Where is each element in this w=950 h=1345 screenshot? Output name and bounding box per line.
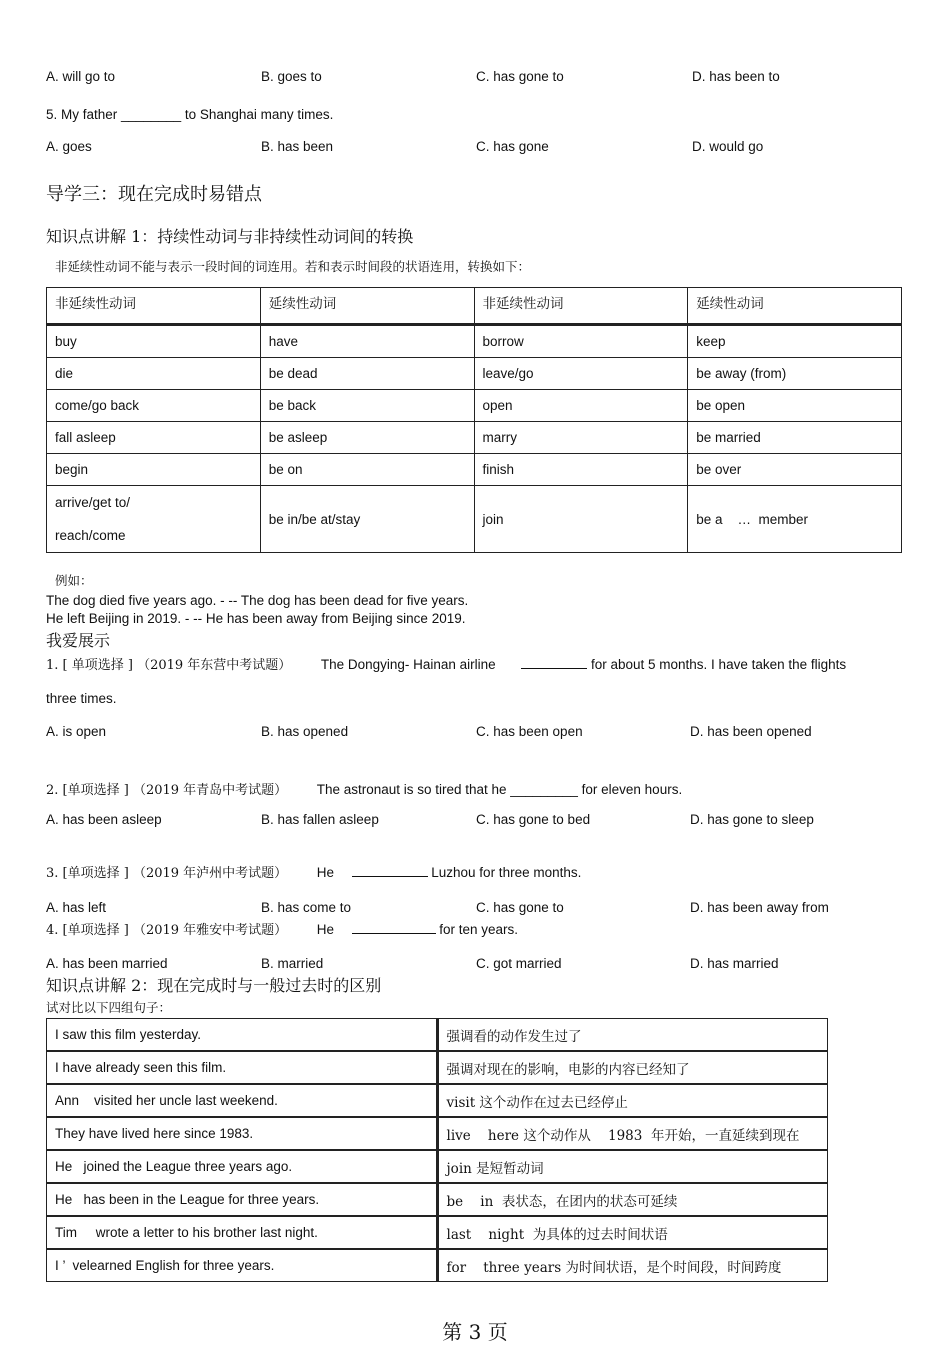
table-cell: die <box>47 358 261 390</box>
table-cell-explanation: join 是短暂动词 <box>437 1150 828 1183</box>
ex2-question <box>46 779 682 798</box>
ex2-option-d: D. has gone to sleep <box>690 812 814 827</box>
table-cell-explanation: 强调看的动作发生过了 <box>437 1019 828 1052</box>
table-row <box>47 1249 828 1282</box>
table-header-cell: 非延续性动词 <box>47 288 261 325</box>
ex2-option-c: C. has gone to bed <box>476 812 591 827</box>
table-cell-explanation: visit 这个动作在过去已经停止 <box>437 1084 828 1117</box>
table-row <box>47 358 902 390</box>
kp1-title: 知识点讲解 1：持续性动词与非持续性动词间的转换 <box>46 227 414 246</box>
table-cell: be dead <box>260 358 474 390</box>
ex1-text-a: The Dongying- Hainan airline <box>320 657 496 672</box>
table-cell-explanation: 强调对现在的影响，电影的内容已经知了 <box>437 1051 828 1084</box>
ex4-blank <box>352 921 436 934</box>
table-cell: come/go back <box>47 390 261 422</box>
table-cell-sentence: Tim wrote a letter to his brother last night. <box>47 1216 438 1249</box>
ex3-text-a: He <box>316 865 334 880</box>
ex4-option-a: A. has been married <box>46 956 168 971</box>
q4-option-d: D. has been to <box>692 69 780 84</box>
kp2-title: 知识点讲解 2：现在完成时与一般过去时的区别 <box>46 976 382 995</box>
section3-title: 导学三：现在完成时易错点 <box>46 184 262 205</box>
ex4-prefix: 4. [单项选择 ] （2019 年雅安中考试题） <box>46 923 288 938</box>
table-cell: be over <box>688 454 902 486</box>
ex1-question <box>46 654 846 673</box>
ex4-text-a: He <box>316 922 334 937</box>
table-cell: finish <box>474 454 688 486</box>
q4-option-a: A. will go to <box>46 69 116 84</box>
table-cell-explanation: live here 这个动作从 1983 年开始，一直延续到现在 <box>437 1117 828 1150</box>
q5-option-a: A. goes <box>46 139 92 154</box>
q5-option-d: D. would go <box>692 139 764 154</box>
table-cell: be open <box>688 390 902 422</box>
table-cell: borrow <box>474 325 688 358</box>
table-cell-sentence: They have lived here since 1983. <box>47 1117 438 1150</box>
table-cell: begin <box>47 454 261 486</box>
verb-conversion-table <box>46 287 902 553</box>
table-row <box>47 422 902 454</box>
table-header-cell: 延续性动词 <box>260 288 474 325</box>
table-cell-sentence: He has been in the League for three years. <box>47 1183 438 1216</box>
table-row <box>47 390 902 422</box>
table-cell: be asleep <box>260 422 474 454</box>
table-cell: be away (from) <box>688 358 902 390</box>
page-number: 第 3 页 <box>442 1320 508 1344</box>
table-cell: join <box>474 486 688 553</box>
table-row <box>47 1051 828 1084</box>
example-label: 例如： <box>55 573 93 588</box>
q5-option-c: C. has gone <box>476 139 549 154</box>
table-cell-sentence: He joined the League three years ago. <box>47 1150 438 1183</box>
ex3-text-b: Luzhou for three months. <box>431 865 582 880</box>
ex4-option-d: D. has married <box>690 956 779 971</box>
table-row <box>47 325 902 358</box>
ex1-option-b: B. has opened <box>261 724 349 739</box>
ex1-option-a: A. is open <box>46 724 107 739</box>
ex2-text: The astronaut is so tired that he _________ for eleven hours. <box>316 782 683 797</box>
table-cell: keep <box>688 325 902 358</box>
table-cell: be back <box>260 390 474 422</box>
table-cell-sentence: I ’ velearned English for three years. <box>47 1249 438 1282</box>
ex3-blank <box>352 864 428 877</box>
table-cell: marry <box>474 422 688 454</box>
kp2-note: 试对比以下四组句子： <box>46 1000 172 1015</box>
table-cell: open <box>474 390 688 422</box>
ex1-text-c: three times. <box>46 691 117 706</box>
ex1-option-c: C. has been open <box>476 724 583 739</box>
table-cell <box>47 486 261 553</box>
ex3-prefix: 3. [单项选择 ] （2019 年泸州中考试题） <box>46 866 288 881</box>
table-cell-sentence: Ann visited her uncle last weekend. <box>47 1084 438 1117</box>
table-cell: leave/go <box>474 358 688 390</box>
table-cell-sentence: I saw this film yesterday. <box>47 1019 438 1052</box>
kp1-note: 非延续性动词不能与表示一段时间的词连用。若和表示时间段的状语连用，转换如下： <box>55 259 531 274</box>
ex1-blank <box>521 656 587 669</box>
table-cell-line: arrive/get to/ <box>55 495 131 510</box>
ex4-option-b: B. married <box>261 956 324 971</box>
table-row <box>47 1183 828 1216</box>
table-row <box>47 1150 828 1183</box>
ex4-option-c: C. got married <box>476 956 562 971</box>
table-cell-line: reach/come <box>55 528 126 543</box>
table-cell: be a … member <box>688 486 902 553</box>
q4-option-b: B. goes to <box>261 69 322 84</box>
ex4-text-b: for ten years. <box>439 922 519 937</box>
page-bottom-mask <box>0 1282 950 1312</box>
table-row <box>47 486 902 553</box>
example-sentence-2: He left Beijing in 2019. - -- He has been away from Beijing since 2019. <box>46 611 466 626</box>
show-title: 我爱展示 <box>46 631 111 650</box>
ex1-text-b: for about 5 months. I have taken the flights <box>590 657 847 672</box>
table-row <box>47 1084 828 1117</box>
ex1-option-d: D. has been opened <box>690 724 812 739</box>
table-cell-explanation: for three years 为时间状语，是个时间段，时间跨度 <box>437 1249 828 1282</box>
ex1-prefix: 1. [ 单项选择 ] （2019 年东营中考试题） <box>46 658 292 673</box>
example-sentence-1: The dog died five years ago. - -- The dog has been dead for five years. <box>46 593 469 608</box>
table-row <box>47 1117 828 1150</box>
ex4-question <box>46 919 518 938</box>
table-cell: have <box>260 325 474 358</box>
table-cell-sentence: I have already seen this film. <box>47 1051 438 1084</box>
table-header-cell: 延续性动词 <box>688 288 902 325</box>
ex3-option-c: C. has gone to <box>476 900 564 915</box>
ex2-prefix: 2. [单项选择 ] （2019 年青岛中考试题） <box>46 783 288 798</box>
table-cell: be on <box>260 454 474 486</box>
ex3-option-a: A. has left <box>46 900 107 915</box>
q5-option-b: B. has been <box>261 139 334 154</box>
ex3-option-b: B. has come to <box>261 900 352 915</box>
table-row <box>47 454 902 486</box>
ex3-question <box>46 862 581 881</box>
table-row <box>47 1019 828 1052</box>
q5-question: 5. My father ________ to Shanghai many times. <box>46 107 334 122</box>
ex3-option-d: D. has been away from <box>690 900 829 915</box>
table-cell: fall asleep <box>47 422 261 454</box>
ex2-option-a: A. has been asleep <box>46 812 162 827</box>
table-header-cell: 非延续性动词 <box>474 288 688 325</box>
table-cell: be in/be at/stay <box>260 486 474 553</box>
ex2-option-b: B. has fallen asleep <box>261 812 379 827</box>
table-cell-explanation: be in 表状态，在团内的状态可延续 <box>437 1183 828 1216</box>
table-cell: buy <box>47 325 261 358</box>
table-cell: be married <box>688 422 902 454</box>
table-row <box>47 1216 828 1249</box>
table-header-row <box>47 288 902 325</box>
table-cell-explanation: last night 为具体的过去时间状语 <box>437 1216 828 1249</box>
tense-comparison-table <box>46 1018 828 1283</box>
q4-option-c: C. has gone to <box>476 69 564 84</box>
